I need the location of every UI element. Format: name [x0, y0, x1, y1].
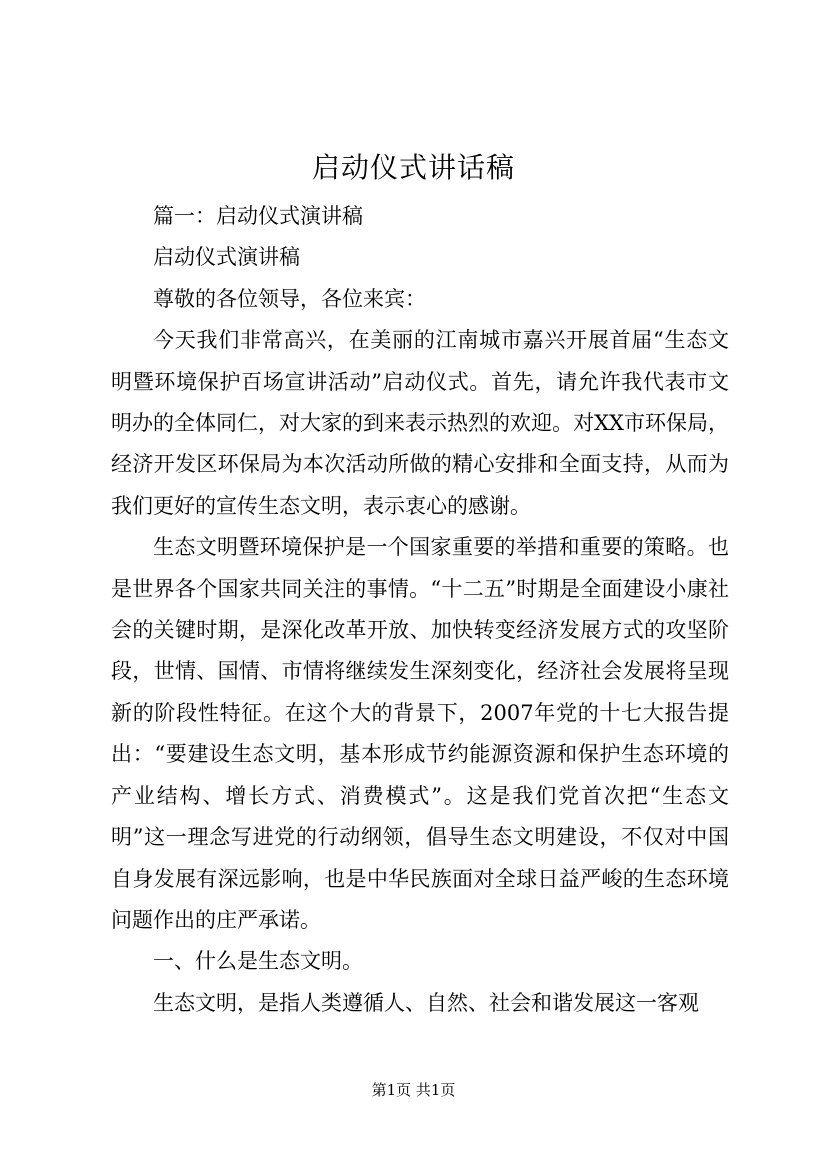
document-body	[111, 196, 729, 1024]
page-number-footer: 第1页 共1页	[371, 1081, 456, 1099]
salutation: 尊敬的各位领导，各位来宾：	[153, 286, 426, 311]
subtitle: 启动仪式演讲稿	[153, 245, 300, 270]
paragraph-definition: 生态文明，是指人类遵循人、自然、社会和谐发展这一客观	[153, 990, 699, 1015]
paragraph-background: 生态文明暨环境保护是一个国家重要的举措和重要的策略。也是世界各个国家共同关注的事情。“十二五”时期是全面建设小康社会的关键时期，是深化改革开放、加快转变经济发展方式的攻坚阶段，世情、国情、市情将继续发生深刻变化，经济社会发展将呈现新的阶段性特征。在这个大的背景下，2007年党的十七大报告提出：“要建设生态文明，基本形成节约能源资源和保护生态环境的产业结构、增长方式、消费模式”。这是我们党首次把“生态文明”这一理念写进党的行动纲领，倡导生态文明建设，不仅对中国自身发展有深远影响，也是中华民族面对全球日益严峻的生态环境问题作出的庄严承诺。	[111, 535, 729, 932]
paragraph-opening: 今天我们非常高兴，在美丽的江南城市嘉兴开展首届“生态文明暨环境保护百场宣讲活动”启动仪式。首先，请允许我代表市文明办的全体同仁，对大家的到来表示热烈的欢迎。对XX市环保局，经济开发区环保局为本次活动所做的精心安排和全面支持，从而为我们更好的宣传生态文明，表示衷心的感谢。	[111, 328, 729, 518]
document-title: 启动仪式讲话稿	[311, 151, 515, 184]
section-heading: 一、什么是生态文明。	[153, 949, 363, 974]
section-heading: 篇一：启动仪式演讲稿	[153, 204, 363, 228]
